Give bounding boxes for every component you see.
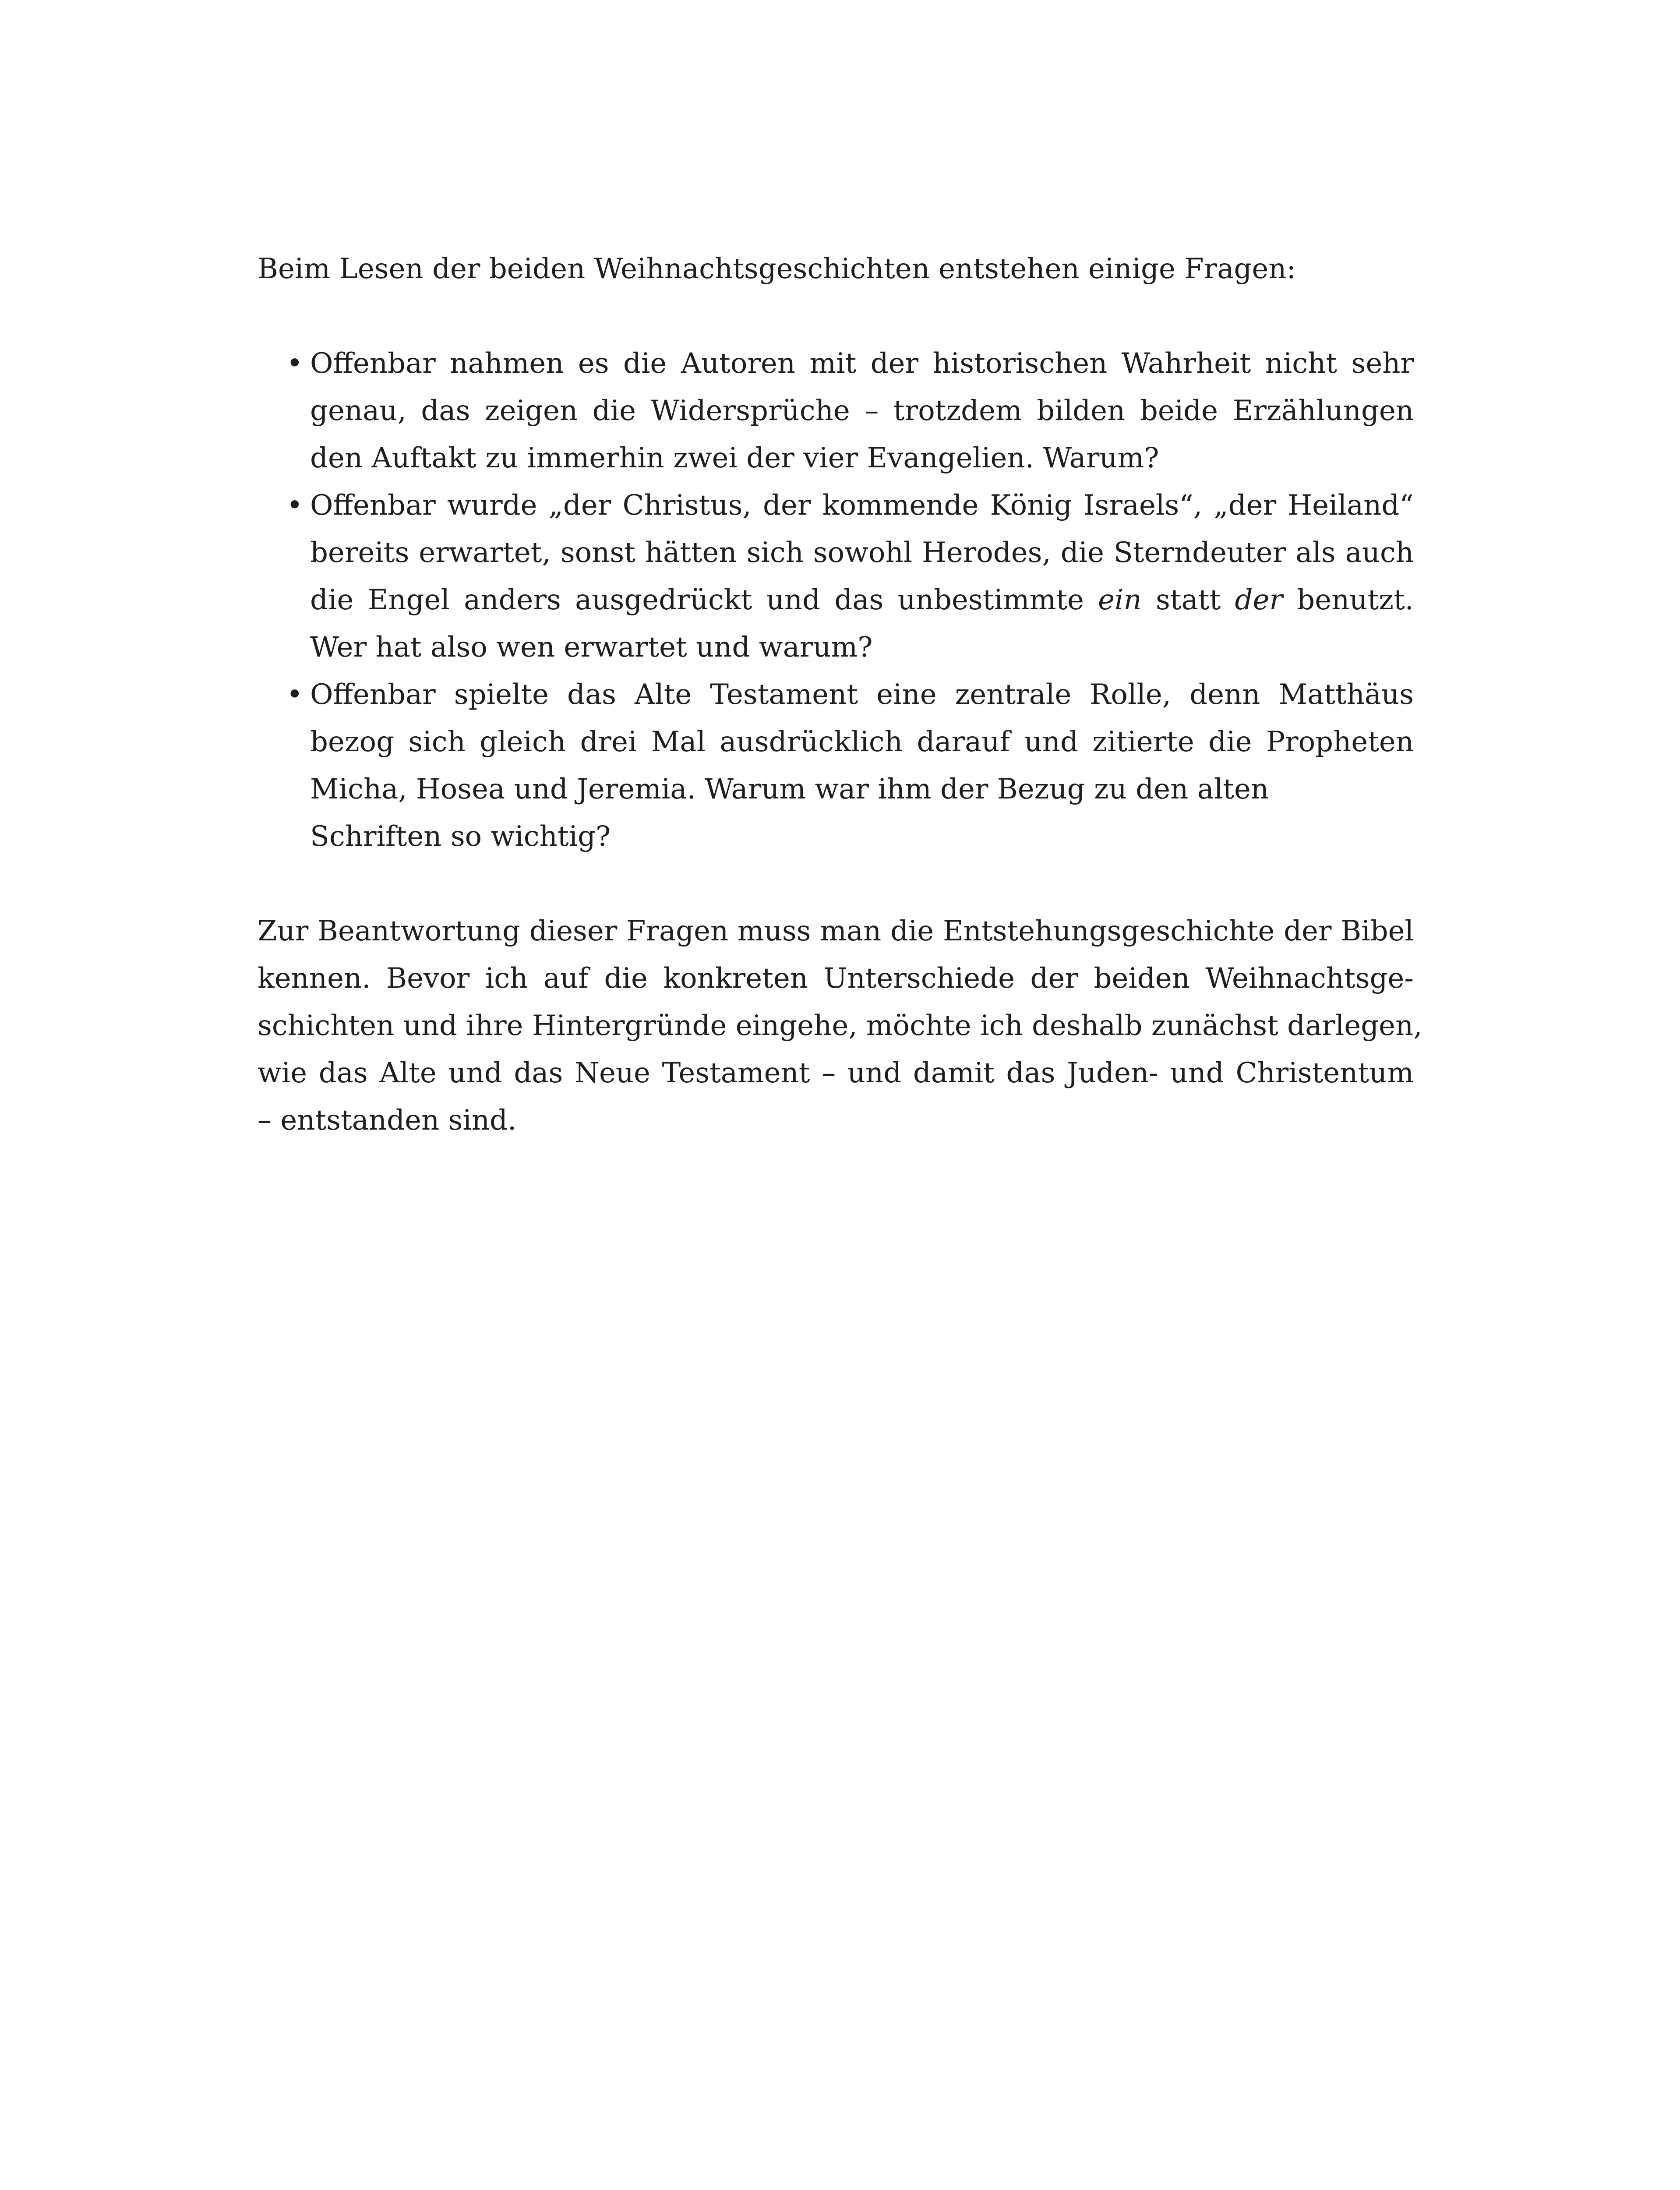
question-2-line-4: Wer hat also wen erwartet und warum? — [310, 631, 873, 664]
question-3-line-2: bezog sich gleich drei Mal ausdrücklich darauf und zitierte die Propheten — [310, 726, 1414, 758]
closing-line-5: – entstanden sind. — [258, 1104, 517, 1137]
paragraph-gap — [258, 860, 1414, 908]
question-2-line-3 — [310, 576, 1414, 624]
question-item-3 — [258, 671, 1414, 860]
question-list — [258, 340, 1414, 860]
question-2-line-3-text: benutzt. — [1282, 584, 1414, 616]
question-1-line-1: Offenbar nahmen es die Autoren mit der historischen Wahrheit nicht sehr — [310, 347, 1414, 380]
emphasis-der: der — [1235, 584, 1283, 616]
bullet-icon: • — [286, 347, 303, 380]
intro-line: Beim Lesen der beiden Weihnachtsgeschichten entstehen einige Fragen: — [258, 253, 1296, 285]
bullet-icon: • — [286, 489, 303, 522]
question-item-1 — [258, 340, 1414, 482]
question-2-line-3-text: statt — [1141, 584, 1235, 616]
question-2-line-3-text: die Engel anders ausgedrückt und das unbestimmte — [310, 584, 1098, 616]
closing-line-4: wie das Alte und das Neue Testament – und damit das Juden- und Christentum — [258, 1057, 1414, 1089]
bullet-icon: • — [286, 678, 303, 711]
question-1-line-3: den Auftakt zu immerhin zwei der vier Evangelien. Warum? — [310, 442, 1159, 474]
question-3-line-3: Micha, Hosea und Jeremia. Warum war ihm der Bezug zu den alten — [310, 773, 1269, 805]
question-3-line-1: Offenbar spielte das Alte Testament eine zentrale Rolle, denn Matthäus — [310, 678, 1414, 711]
question-2-line-1: Offenbar wurde „der Christus, der kommende König Israels“, „der Heiland“ — [310, 489, 1414, 522]
emphasis-ein: ein — [1098, 584, 1142, 616]
question-3-line-4: Schriften so wichtig? — [310, 820, 611, 853]
body-text — [258, 245, 1422, 1144]
intro-paragraph — [258, 245, 1414, 293]
closing-line-2: kennen. Bevor ich auf die konkreten Unterschiede der beiden Weihnachtsge- — [258, 962, 1414, 995]
paragraph-gap — [258, 293, 1414, 340]
closing-line-1: Zur Beantwortung dieser Fragen muss man die Entstehungsgeschichte der Bibel — [258, 915, 1414, 947]
question-item-2 — [258, 482, 1414, 671]
question-1-line-2: genau, das zeigen die Widersprüche – trotzdem bilden beide Erzählungen — [310, 395, 1414, 427]
question-2-line-2: bereits erwartet, sonst hätten sich sowohl Herodes, die Sterndeuter als auch — [310, 537, 1414, 569]
closing-paragraph — [258, 908, 1422, 1144]
closing-line-3: schichten und ihre Hintergründe eingehe, möchte ich deshalb zunächst darlegen, — [258, 1010, 1422, 1042]
